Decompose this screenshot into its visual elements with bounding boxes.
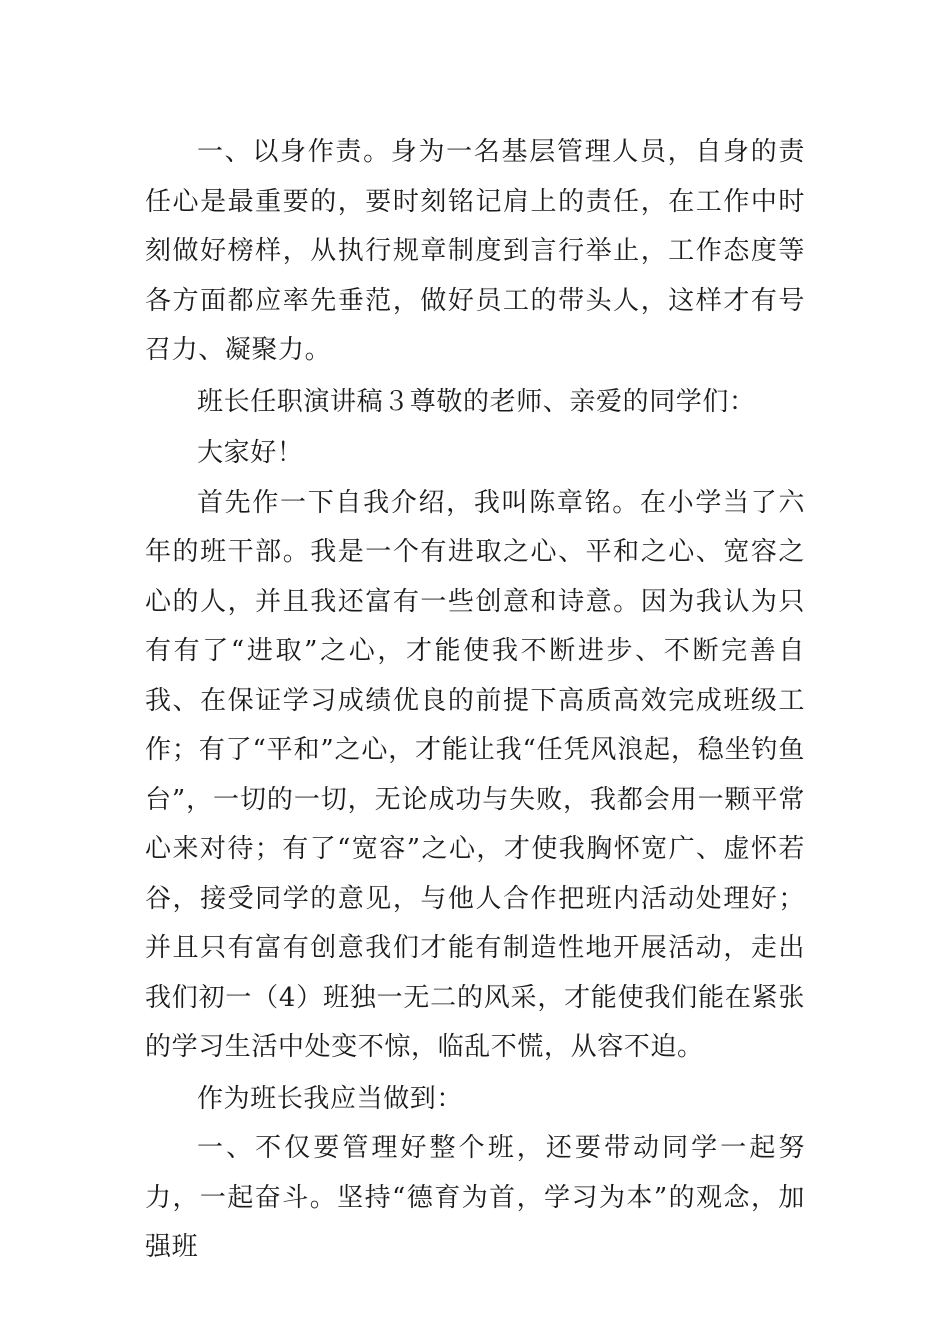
paragraph-responsibility: 一、以身作责。身为一名基层管理人员，自身的责任心是最重要的，要时刻铭记肩上的责任，在工作中时刻做好榜样，从执行规章制度到言行举止，工作态度等各方面都应率先垂范，做好员工的带头人，这样才有号召力、凝聚力。 [145, 137, 805, 365]
paragraph-self-introduction: 首先作一下自我介绍，我叫陈章铭。在小学当了六年的班干部。我是一个有进取之心、平和之心、宽容之心的人，并且我还富有一些创意和诗意。因为我认为只有有了“进取”之心，才能使我不断进步、不断完善自我、在保证学习成绩优良的前提下高质高效完成班级工作；有了“平和”之心，才能让我“任凭风浪起，稳坐钓鱼台”，一切的一切，无论成功与失败，我都会用一颗平常心来对待；有了“宽容”之心，才使我胸怀宽广、虚怀若谷，接受同学的意见，与他人合作把班内活动处理好；并且只有富有创意我们才能有制造性地开展活动，走出我们初一（4）班独一无二的风采，才能使我们能在紧张的学习生活中处变不惊，临乱不慌，从容不迫。 [145, 487, 805, 1062]
paragraph-duties-heading: 作为班长我应当做到： [197, 1083, 464, 1114]
paragraph-speech-title: 班长任职演讲稿３尊敬的老师、亲爱的同学们： [197, 386, 756, 417]
paragraph-duty-one: 一、不仅要管理好整个班，还要带动同学一起努力，一起奋斗。坚持“德育为首，学习为本”的观念，加强班 [145, 1133, 805, 1262]
document-body [145, 128, 805, 1273]
paragraph-greeting: 大家好！ [197, 438, 304, 468]
